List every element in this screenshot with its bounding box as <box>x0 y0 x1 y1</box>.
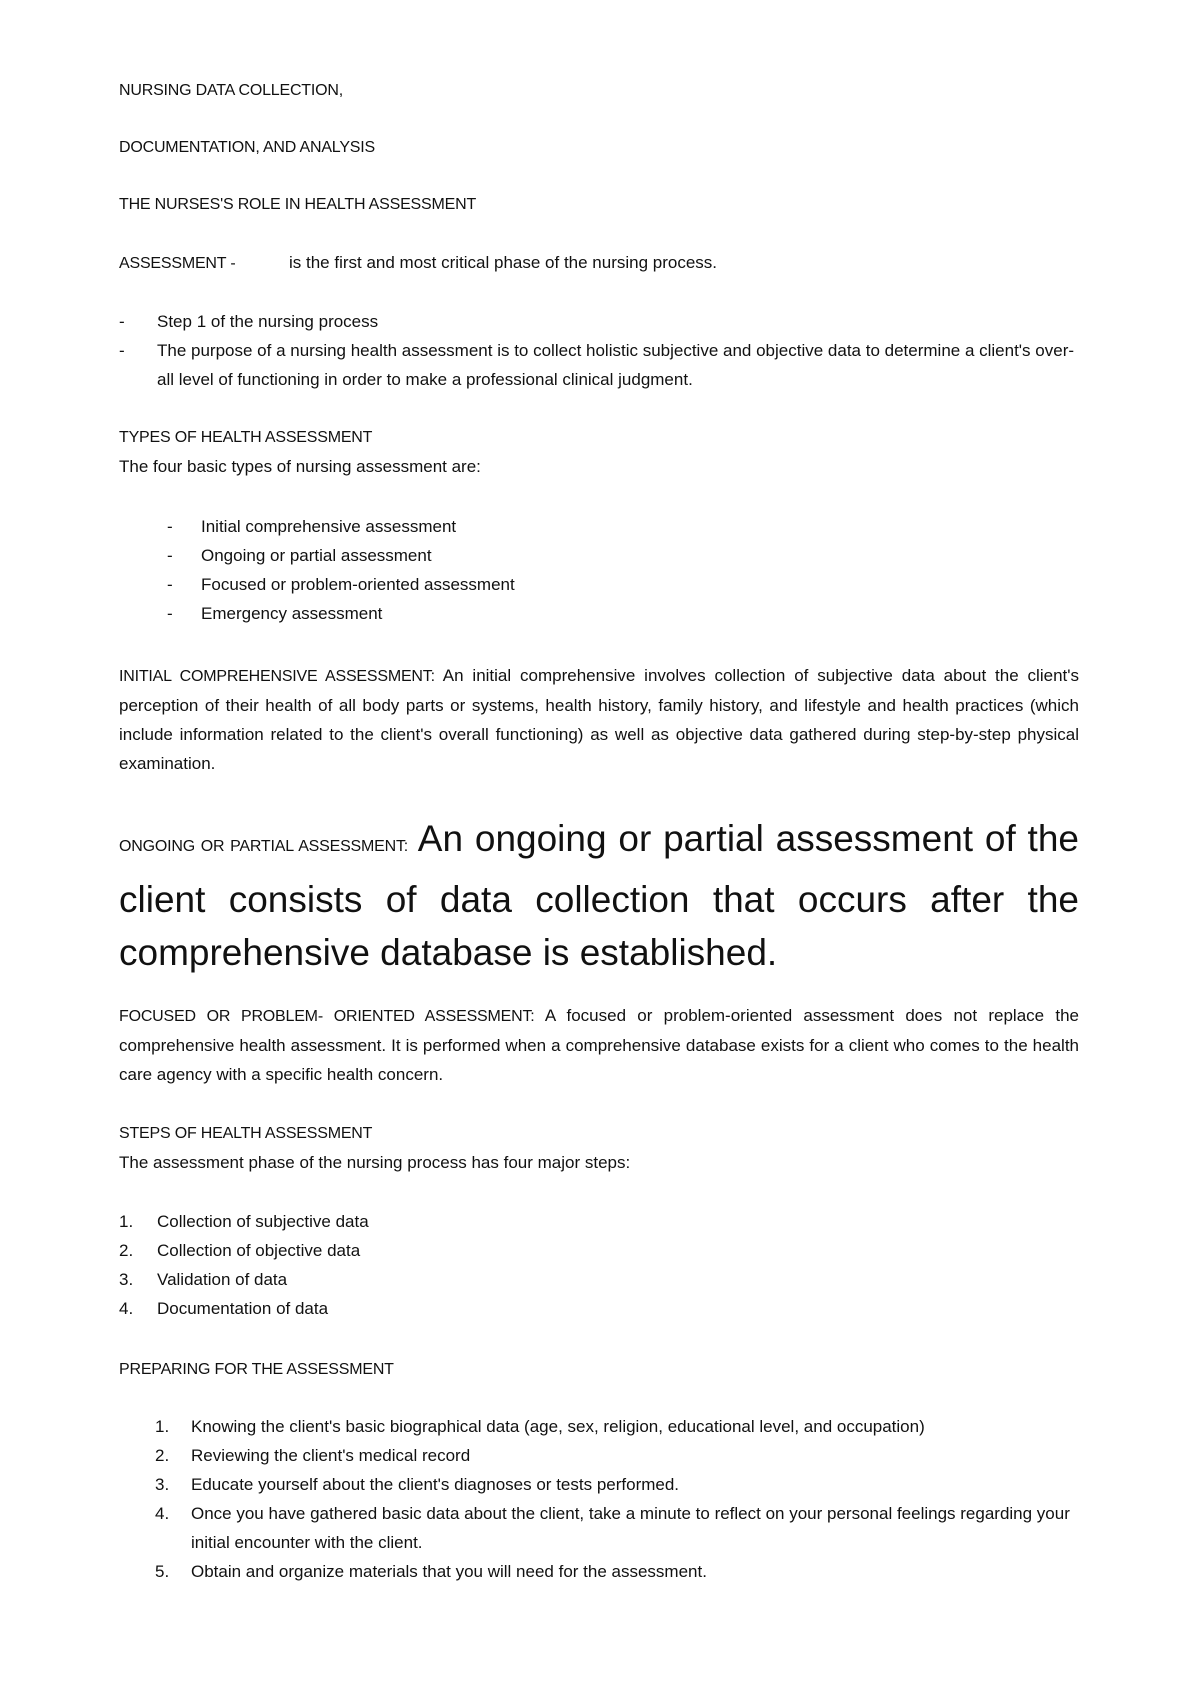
list-item: - Initial comprehensive assessment <box>167 517 457 536</box>
list-item: 4. Documentation of data <box>119 1299 329 1318</box>
list-item: - The purpose of a nursing health assessment is to collect holistic subjective and objective data to determine a client's over-all level of functioning in order to make a professional clinical judgment. <box>119 341 1075 389</box>
types-list <box>119 512 1079 628</box>
assessment-definition-text: is the first and most critical phase of the nursing process. <box>289 253 718 272</box>
list-item: - Step 1 of the nursing process <box>119 312 379 331</box>
list-item: - Focused or problem-oriented assessment <box>167 575 515 594</box>
title-line-2: DOCUMENTATION, AND ANALYSIS <box>119 139 375 156</box>
types-heading: TYPES OF HEALTH ASSESSMENT <box>119 429 373 446</box>
focused-label: FOCUSED OR PROBLEM- ORIENTED ASSESSMENT: <box>119 1008 535 1025</box>
ongoing-assessment-paragraph <box>119 812 1079 979</box>
list-item: 4. Once you have gathered basic data about the client, take a minute to reflect on your personal feelings regarding your initial encounter with the client. <box>155 1504 1070 1552</box>
initial-assessment-paragraph <box>119 661 1079 778</box>
focused-assessment-paragraph <box>119 1001 1079 1089</box>
list-item: 3. Educate yourself about the client's diagnoses or tests performed. <box>155 1475 680 1494</box>
steps-intro: The assessment phase of the nursing process has four major steps: <box>119 1153 631 1172</box>
list-item: 2. Reviewing the client's medical record <box>155 1446 471 1465</box>
preparing-heading: PREPARING FOR THE ASSESSMENT <box>119 1361 394 1378</box>
list-item: 1. Knowing the client's basic biographical data (age, sex, religion, educational level, and occupation) <box>155 1417 925 1436</box>
assessment-definition <box>119 248 1079 278</box>
focused-text: A focused or problem-oriented assessment does not replace the comprehensive health assessment. It is performed when a comprehensive database exists for a client who comes to the health care agency with a specific health concern. <box>119 1006 1079 1084</box>
steps-heading: STEPS OF HEALTH ASSESSMENT <box>119 1125 373 1142</box>
steps-list <box>119 1207 1079 1323</box>
list-item: 5. Obtain and organize materials that you will need for the assessment. <box>155 1562 707 1581</box>
types-section <box>119 423 1079 481</box>
ongoing-label: ONGOING OR PARTIAL ASSESSMENT: <box>119 838 409 855</box>
list-item: 3. Validation of data <box>119 1270 288 1289</box>
types-intro: The four basic types of nursing assessment are: <box>119 457 481 476</box>
list-item: 1. Collection of subjective data <box>119 1212 369 1231</box>
list-item: - Ongoing or partial assessment <box>167 546 432 565</box>
assessment-term: ASSESSMENT - <box>119 255 236 272</box>
ongoing-text: An ongoing or partial assessment of the client consists of data collection that occurs after the comprehensive database is established. <box>119 818 1079 973</box>
initial-label: INITIAL COMPREHENSIVE ASSESSMENT: <box>119 668 435 685</box>
preparing-section <box>119 1355 1079 1384</box>
role-heading: THE NURSES'S ROLE IN HEALTH ASSESSMENT <box>119 196 477 213</box>
initial-text: An initial comprehensive involves collection of subjective data about the client's perception of their health of all body parts or systems, health history, family history, and lifestyle and health practices (which include information related to the client's overall functioning) as well as objective data gathered during step-by-step physical examination. <box>119 666 1079 773</box>
preparing-list <box>119 1412 1079 1586</box>
assessment-bullets <box>119 307 1079 394</box>
steps-section <box>119 1119 1079 1177</box>
title-line-1: NURSING DATA COLLECTION, <box>119 82 343 99</box>
list-item: - Emergency assessment <box>167 604 383 623</box>
list-item: 2. Collection of objective data <box>119 1241 361 1260</box>
